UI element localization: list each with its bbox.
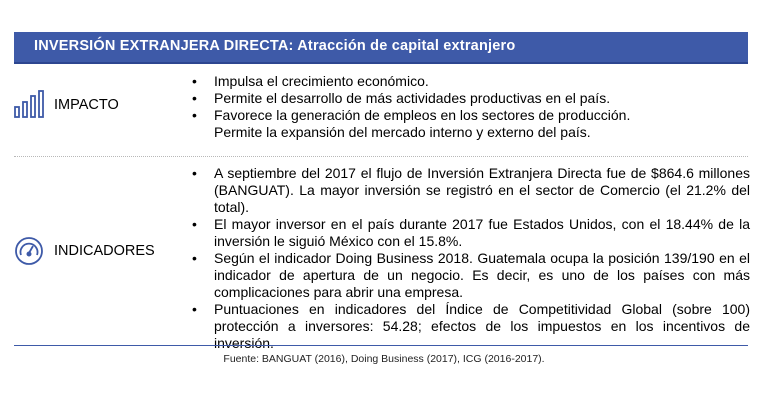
indicadores-label: INDICADORES (54, 243, 155, 259)
list-item: • Puntuaciones en indicadores del Índice de Competitividad Global (sobre 100) protección a inversores: 54.28; efectos de los impuestos en los incentivos de inversión. (186, 301, 750, 352)
list-item-continuation: Permite la expansión del mercado interno y externo del país. (214, 124, 591, 140)
bottom-divider (14, 345, 748, 346)
header-banner (14, 32, 748, 64)
list-item: • Impulsa el crecimiento económico. (186, 73, 746, 90)
header-title: INVERSIÓN EXTRANJERA DIRECTA: Atracción de capital extranjero (34, 38, 516, 54)
indicadores-bullet-list (186, 165, 750, 352)
list-item: • Favorece la generación de empleos en los sectores de producción. (186, 107, 746, 124)
impacto-label: IMPACTO (54, 97, 119, 113)
list-item: • Permite el desarrollo de más actividades productivas en el país. (186, 90, 746, 107)
list-item: • El mayor inversor en el país durante 2017 fue Estados Unidos, con el 18.44% de la inversión le siguió México con el 15.8%. (186, 216, 750, 250)
bar-chart-icon (14, 90, 44, 118)
list-item: • Según el indicador Doing Business 2018. Guatemala ocupa la posición 139/190 en el indicador de apertura de un negocio. Es decir, es uno de los países con más complicaciones para abrir una empresa. (186, 250, 750, 301)
source-note: Fuente: BANGUAT (2016), Doing Business (2017), ICG (2016-2017). (223, 353, 545, 365)
gauge-icon (14, 236, 44, 266)
list-item: • A septiembre del 2017 el flujo de Inversión Extranjera Directa fue de $864.6 millones (BANGUAT). La mayor inversión se registró en el sector de Comercio (el 21.2% del total). (186, 165, 750, 216)
impacto-bullet-list (186, 73, 746, 141)
row-divider (14, 156, 748, 157)
